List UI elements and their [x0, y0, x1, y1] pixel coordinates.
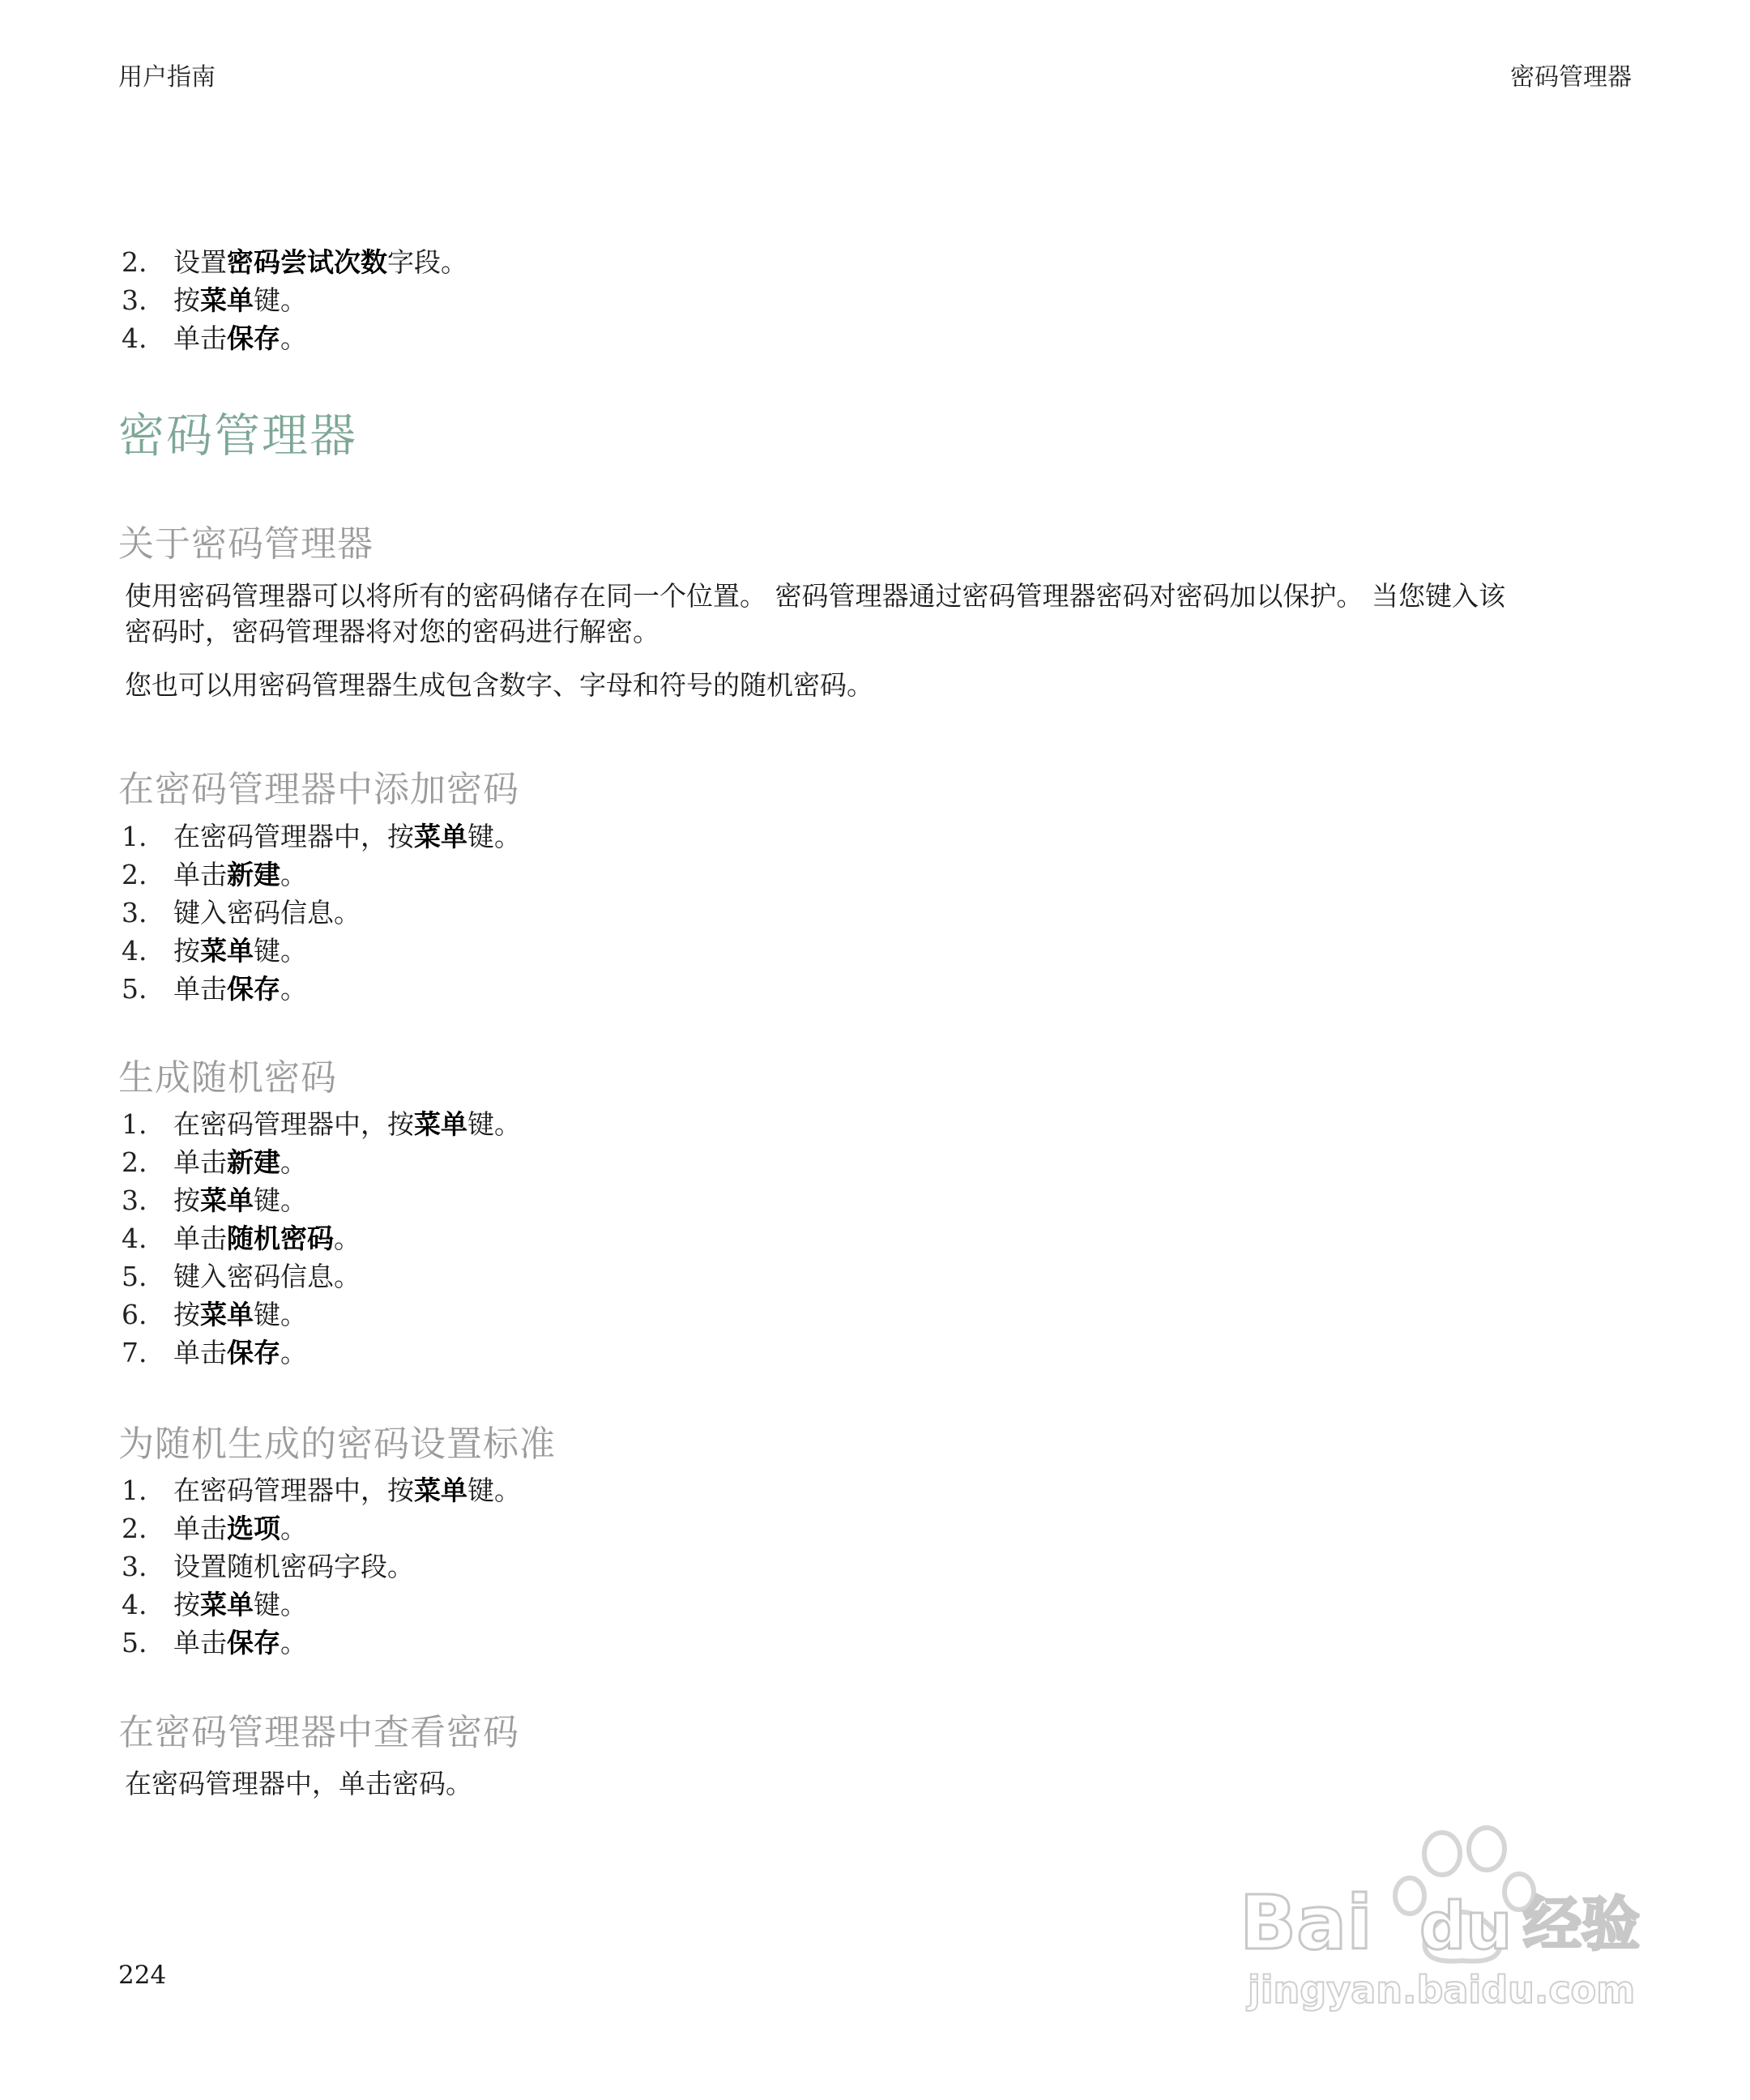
about-paragraph-2: 您也可以用密码管理器生成包含数字、字母和符号的随机密码。	[125, 669, 873, 701]
step-number: 4.	[122, 322, 147, 354]
running-header-section: 密码管理器	[1510, 63, 1632, 92]
step-ui-term: 保存	[227, 1627, 280, 1658]
step-text: 单击	[173, 322, 227, 354]
step-text: 按	[173, 1184, 200, 1216]
svg-text:du: du	[1419, 1889, 1513, 1964]
list-item	[122, 319, 307, 357]
list-item	[122, 1181, 307, 1219]
list-item	[122, 1257, 361, 1295]
step-text-end: 。	[280, 1337, 307, 1368]
list-item	[122, 1334, 307, 1372]
step-ui-term: 菜单	[414, 1108, 467, 1140]
step-text: 键入密码信息。	[173, 1261, 361, 1292]
step-text: 键入密码信息。	[173, 897, 361, 928]
step-text-end: 键。	[467, 821, 521, 852]
list-item	[122, 1471, 521, 1509]
step-text: 按	[173, 1299, 200, 1330]
step-ui-term: 保存	[227, 1337, 280, 1368]
about-paragraph-line-1: 使用密码管理器可以将所有的密码储存在同一个位置。 密码管理器通过密码管理器密码对密码加以保护。 当您键入该	[125, 580, 1505, 612]
step-text-end: 键。	[254, 1299, 307, 1330]
step-text: 单击	[173, 859, 227, 890]
list-item	[122, 243, 467, 281]
step-text-end: 键。	[254, 1184, 307, 1216]
step-text: 按	[173, 1589, 200, 1620]
step-number: 3.	[122, 284, 147, 316]
step-text: 在密码管理器中，按	[173, 1475, 414, 1506]
section-heading-about: 关于密码管理器	[118, 523, 373, 565]
step-ui-term: 菜单	[200, 284, 254, 316]
svg-text:经验: 经验	[1523, 1890, 1641, 1958]
step-ui-term: 菜单	[200, 1589, 254, 1620]
step-text-end: 键。	[254, 935, 307, 967]
step-text-end: 。	[280, 859, 307, 890]
step-number: 2.	[122, 1513, 147, 1544]
step-text-end: 。	[280, 973, 307, 1005]
step-number: 4.	[122, 935, 147, 967]
list-item	[122, 1105, 521, 1143]
list-item	[122, 1586, 307, 1624]
step-ui-term: 菜单	[414, 1475, 467, 1506]
step-ui-term: 随机密码	[227, 1223, 334, 1254]
step-text: 按	[173, 284, 200, 316]
step-text-end: 。	[334, 1223, 361, 1254]
step-text: 设置	[173, 246, 227, 278]
step-number: 5.	[122, 973, 147, 1005]
step-text: 在密码管理器中，按	[173, 1108, 414, 1140]
step-number: 1.	[122, 1108, 147, 1140]
list-item	[122, 1295, 307, 1334]
list-item	[122, 817, 521, 856]
list-item	[122, 856, 307, 894]
list-item	[122, 281, 307, 319]
step-text-end: 键。	[467, 1475, 521, 1506]
step-number: 5.	[122, 1627, 147, 1658]
step-text-end: 键。	[254, 284, 307, 316]
view-password-paragraph: 在密码管理器中，单击密码。	[125, 1768, 472, 1799]
step-ui-term: 菜单	[414, 821, 467, 852]
step-ui-term: 新建	[227, 1146, 280, 1178]
step-ui-term: 菜单	[200, 1299, 254, 1330]
step-ui-term: 新建	[227, 859, 280, 890]
baidu-jingyan-watermark-logo	[1240, 1815, 1661, 2017]
step-number: 3.	[122, 1184, 147, 1216]
step-text: 设置随机密码字段。	[173, 1551, 414, 1582]
step-ui-term: 保存	[227, 973, 280, 1005]
list-item	[122, 1509, 307, 1547]
svg-text:Bai: Bai	[1240, 1880, 1372, 1966]
step-text-end: 。	[280, 1146, 307, 1178]
step-ui-term: 保存	[227, 322, 280, 354]
step-text: 在密码管理器中，按	[173, 821, 414, 852]
chapter-title: 密码管理器	[118, 409, 357, 463]
running-header-title: 用户指南	[118, 63, 216, 92]
svg-text:jingyan.baidu.com: jingyan.baidu.com	[1248, 1968, 1636, 2012]
about-paragraph	[125, 578, 1640, 650]
step-text-end: 。	[280, 1513, 307, 1544]
list-item	[122, 894, 361, 932]
step-number: 2.	[122, 1146, 147, 1178]
list-item	[122, 1219, 361, 1257]
page-number: 224	[118, 1961, 167, 1990]
list-item	[122, 1547, 414, 1586]
section-heading-criteria: 为随机生成的密码设置标准	[118, 1423, 556, 1465]
step-number: 7.	[122, 1337, 147, 1368]
step-number: 2.	[122, 246, 147, 278]
about-paragraph-line-2: 密码时，密码管理器将对您的密码进行解密。	[125, 616, 659, 647]
step-text: 单击	[173, 1223, 227, 1254]
step-number: 3.	[122, 897, 147, 928]
step-text: 单击	[173, 1146, 227, 1178]
step-number: 2.	[122, 859, 147, 890]
list-item	[122, 1143, 307, 1181]
step-ui-term: 菜单	[200, 935, 254, 967]
step-text: 单击	[173, 1627, 227, 1658]
step-number: 4.	[122, 1589, 147, 1620]
step-ui-term: 选项	[227, 1513, 280, 1544]
step-text: 按	[173, 935, 200, 967]
step-ui-term: 菜单	[200, 1184, 254, 1216]
list-item	[122, 970, 307, 1008]
step-number: 4.	[122, 1223, 147, 1254]
step-number: 5.	[122, 1261, 147, 1292]
step-text: 单击	[173, 973, 227, 1005]
step-text-end: 键。	[254, 1589, 307, 1620]
step-text-end: 。	[280, 1627, 307, 1658]
step-number: 1.	[122, 1475, 147, 1506]
step-text-end: 字段。	[387, 246, 467, 278]
step-number: 3.	[122, 1551, 147, 1582]
step-ui-term: 密码尝试次数	[227, 246, 387, 278]
section-heading-view-password: 在密码管理器中查看密码	[118, 1712, 519, 1753]
step-number: 6.	[122, 1299, 147, 1330]
section-heading-add-password: 在密码管理器中添加密码	[118, 769, 519, 810]
step-text: 单击	[173, 1337, 227, 1368]
step-number: 1.	[122, 821, 147, 852]
list-item	[122, 932, 307, 970]
step-text-end: 键。	[467, 1108, 521, 1140]
step-text-end: 。	[280, 322, 307, 354]
step-text: 单击	[173, 1513, 227, 1544]
section-heading-random-password: 生成随机密码	[118, 1057, 337, 1099]
list-item	[122, 1624, 307, 1662]
